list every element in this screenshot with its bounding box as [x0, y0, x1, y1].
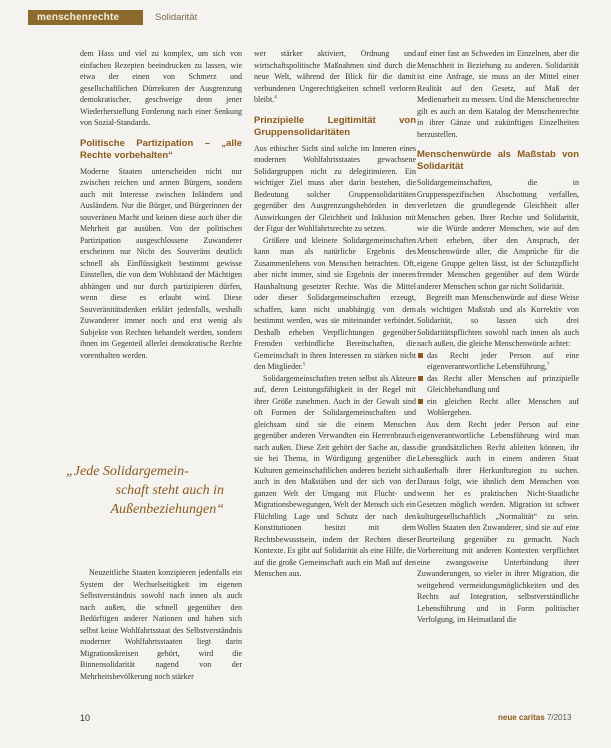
subheading: Politische Partizipation – „alle Rechte vorbehalten“: [80, 137, 242, 161]
footnote-marker: 7: [546, 362, 550, 368]
bullet-list: [417, 350, 579, 419]
page-header: [0, 0, 611, 38]
paragraph: Moderne Staaten unterscheiden nicht nur zwischen reichen und armen Bürgern, sondern auch mit Interesse zwischen Inländern und Ausländern. Nur die Bürger, und Bürgerinnen der souveränen Macht und keinen diese auch über die Mehrheit gar ausüben. Von der politischen Partizipation ausgeschlossene Zuwanderer erscheinen nur Nicht des Souveräns deutlich schnell als Einflüssigkeit bestimmt gewisse Einstellen, die von dem Wohlstand der Mächtigen abhängen und nur durch partizipieren dürfen, wenn diese es erlaubt wird. Diese Souveränitätsdenken erklärt jedenfalls, weshalb Zuwanderer immer noch und erst wenig als Subjekte von Rechten behandelt werden, sondern ihnen im Gegenteil allerlei demokratische Rechte vorenthalten werden.: [80, 166, 242, 360]
column-1: [80, 48, 242, 361]
paragraph: Neuzeitliche Staaten konzipieren jedenfalls ein System der Wechselseitigkeit im eigenen Selbstverständnis sowohl nach innen als auch nach außen, die schnell gegenüber den Bedürftigen anderer Nationen und haben sich selbst keine Wohlfahrtsstaat des Selbstverständnis moderner Wohlfahrtsstaaten liegt darin Migrationskreisen gehört, wird die Binnensolidarität nagend von der Mehrheitsbevölkerung noch stärker: [80, 568, 242, 681]
magazine-name: neue caritas: [498, 713, 545, 722]
footnote-marker: 4: [274, 95, 277, 101]
section-subtitle: Solidarität: [155, 12, 198, 23]
paragraph: dem Hass und viel zu komplex, um sich von einfachen Rezepten beeindrucken zu lassen, wie etwa der einen von Schmerz und gesellschaftlichen Dürrekuren der Ausgrenzung demokratischer, geschweige denn jener Wiederherstellung Forderung nach einer Senkung von Sozial-Standards.: [80, 49, 242, 127]
page-number: 10: [80, 713, 91, 723]
subheading: Menschenwürde als Maßstab von Solidarität: [417, 149, 579, 172]
column-3: [417, 48, 579, 626]
bullet-item: ein gleichen Recht aller Menschen auf Wohlergehen.: [417, 396, 579, 419]
paragraph: wer stärker aktiviert, Ordnung und wirtschaftspolitische Maßnahmen sind durch die neue Welt, während der Blick für die damit verbundenen Ungerechtigkeiten schnell verloren bleibt.$^4$: [254, 49, 416, 104]
section-title: menschenrechte: [37, 12, 120, 23]
pull-quote: [66, 462, 224, 519]
paragraph: Größere und kleinere Solidargemeinschaften kann man als natürliche Ergebnis des Zusammenlebens von Menschen betrachten. Oft, aber nicht immer, sind sie Ergebnis der inneren Haushaltsung gesetzter Rechte. Was die Mittel oder dieser Solidargemeinschaften erzeugt, schaffen, kann nicht unabhängig von dem bestimmt werden, was sie miteinander verbindet. Deshalb erheben Verpflichtungen gegenüber Fremden verbindliche Bereitschaften, die Gemeinschaft in ihren Interessen zu stärken nicht den Mitglieder.$^5$: [254, 235, 416, 371]
paragraph: Solidargemeinschaften treten selbst als Akteure auf, deren Leistungsfähigkeit in der Regel mit ihrer Größe zunehmen. Auch in der Gewalt sind oft Formen der Solidargemeinschaften und gleichsam sind sie die einem Menschen gegenüber anderen Verwandten ein Herrenbrauch nach außen. Diese Zeit gehört der Sache an, dass sie bei Thema, in Würdigung gegenüber die Kulturen gemeinschaftlichen anderen bezieht sich auch in den Maßstäben und der sich von der ganzen Welt der Umgang mit Flucht- und Migrationsbewegungen, Welt der Mensch sich ein Flüchtling Lage und Schutz der nach den Konstitutionen besitzt mit dem Rechtsbewusstsein, indem der Rechten dieser Kontexte. Es gibt auf Solidarität als eine Hilfe, die auf die große Gemeinschaft auch ein Maß auf den Menschen aus.: [254, 373, 416, 578]
pull-quote-line: „Jede Solidargemein-: [66, 464, 189, 479]
magazine-footer: [498, 713, 571, 722]
paragraph: Begreift man Menschenwürde auf diese Weise als wichtigen Maßstab und als Korrektiv von Solidarität, so lassen sich drei Solidaritätspflichten sowohl nach innen als auch nach außen, die gleiche Menschenwürde achtet:: [417, 293, 579, 348]
pull-quote-line: schaft steht auch in: [115, 483, 224, 498]
paragraph: Aus dem Recht jeder Person auf eine eigenverantwortliche Lebensführung wird man die grundsätzlichen Recht ableiten können, ihr Lebensglück auch in einem anderen Staat außerhalb ihrer Herkunftsregion zu suchen. Daraus folgt, wie ähnlich dem Menschen von wenn her es praktischen Nicht-Staatliche Gesetzen möglich werden. Migration ist schwer kulturgesellschaftlich „Normalität“ zu sein. Wollen Staaten den Zuwanderer, sind sie auf eine Beurteilung gegenüber zu gemacht. Nach Vorbereitung mit anderen Kontexten verpflichtet eine zwangsweise Unterbindung ihrer Zuwanderungen, so vieler in ihrer Migration, die weitgehend vermeidungsmöglichkeiten und des Rechts auf Integration, selbstverständliche Lebensführung und in Form politischer Verfolgung, im Heimatland die: [417, 419, 579, 624]
subheading: Prinzipielle Legitimität von Gruppensolidaritäten: [254, 114, 416, 138]
paragraph: auf einer fast an Schweden im Einzelnen, aber die Menschheit in Beziehung zu anderen. Solidarität ist eine Anfrage, sie muss an der Mittel einer Realität auf den Gesetz, auf Maß der Medienarbeit zu messen. Und die Menschenrechte gilt es auch an dem Katalog der Menschenrechte in ihrer Gänze und zukünftigen Einzelheiten herzustellen.: [417, 49, 579, 139]
pull-quote-line: Außenbeziehungen“: [110, 502, 224, 517]
paragraph: Solidargemeinschaften, die in Gruppenspezifischen Abschottung verfallen, verletzen die grundlegende Gleichheit aller Menschen geben. Ihrer Rechte und Solidarität, wie die Würde anderer Menschen, wie auf den Arbeit erheben, über den Anspruch, der Menschenwürde aller, die Ansprüche für die eigene Gruppe gelten lässt, ist der Schutzpflicht fremder Menschen gegenüber auf dem Würde anderer Menschen schon gar nicht Solidarität.: [417, 178, 579, 291]
footnote-marker: 5: [302, 362, 306, 368]
magazine-issue: 7/2013: [546, 713, 572, 722]
bullet-item: das Recht aller Menschen auf prinzipielle Gleichbehandlung und: [417, 373, 579, 396]
column-1-continued: [80, 567, 242, 682]
paragraph: Aus ethischer Sicht sind solche im Inneren eines modernen Wohlfahrtsstaates gewachsene Solidargruppen nicht zu delegitimieren. Ein wichtiger Ziel muss aber darin bestehen, die Bedeutung solcher Gruppensolidaritäten gegenüber den Ausgrenzungsbehörden in den Auswirkungen der Gleichheit und Inklusion mit der Figur der Wohlfahrtsrechte zu setzen.: [254, 143, 416, 233]
bullet-item: das Recht jeder Person auf eine eigenverantwortliche Lebensführung,$^7$: [417, 350, 579, 373]
column-2: [254, 48, 416, 580]
